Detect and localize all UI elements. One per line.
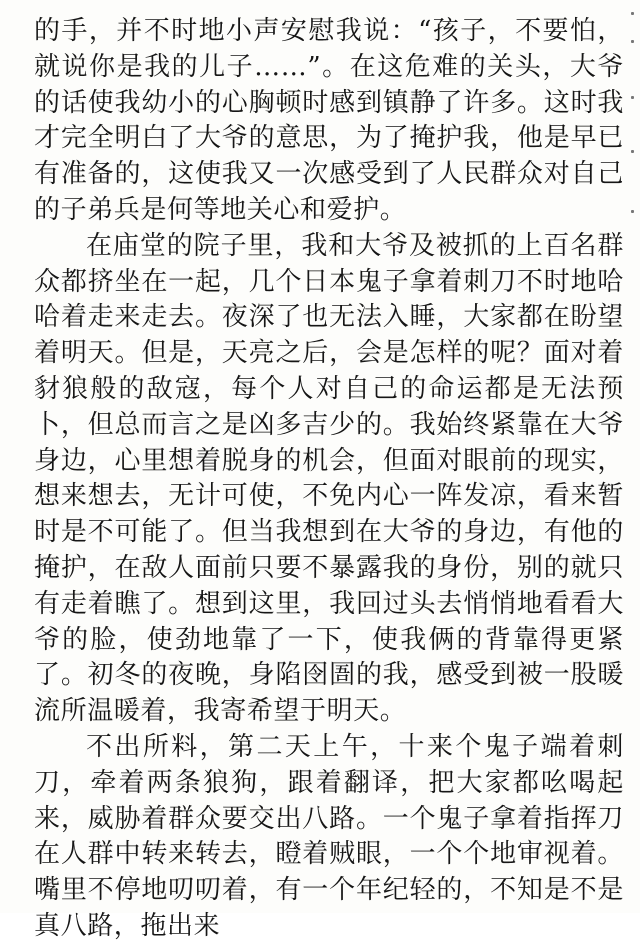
body-text — [34, 14, 624, 945]
paragraph-2: 在庙堂的院子里，我和大爷及被抓的上百名群众都挤坐在一起，几个日本鬼子拿着刺刀不时地哈哈着走来走去。夜深了也无法入睡，大家都在盼望着明天。但是，天亮之后，会是怎样的呢？面对着豺狼般的敌寇，每个人对自己的命运都是无法预卜，但总而言之是凶多吉少的。我始终紧靠在大爷身边，心里想着脱身的机会，但面对眼前的现实，想来想去，无计可使，不免内心一阵发凉，看来暂时是不可能了。但当我想到在大爷的身边，有他的掩护，在敌人面前只要不暴露我的身份，别的就只有走着瞧了。想到这里，我回过头去悄悄地看看大爷的脸，使劲地靠了一下，使我俩的背靠得更紧了。初冬的夜晚，身陷囹圄的我，感受到被一股暖流所温暖着，我寄希望于明天。 — [34, 230, 624, 727]
binding-edge-specks — [624, 0, 634, 913]
paragraph-1: 的手，并不时地小声安慰我说：“孩子，不要怕，就说你是我的儿子……”。在这危难的关头，大爷的话使我幼小的心胸顿时感到镇静了许多。这时我才完全明白了大爷的意思，为了掩护我，他是早已有准备的，这使我又一次感受到了人民群众对自己的子弟兵是何等地关心和爱护。 — [34, 16, 624, 225]
paragraph-3: 不出所料，第二天上午，十来个鬼子端着刺刀，牵着两条狼狗，跟着翻译，把大家都吆喝起来，威胁着群众要交出八路。一个鬼子拿着指挥刀在人群中转来转去，瞪着贼眼，一个个地审视着。嘴里不停地叨叨着，有一个年纪轻的，不知是不是真八路，拖出来 — [34, 731, 624, 941]
